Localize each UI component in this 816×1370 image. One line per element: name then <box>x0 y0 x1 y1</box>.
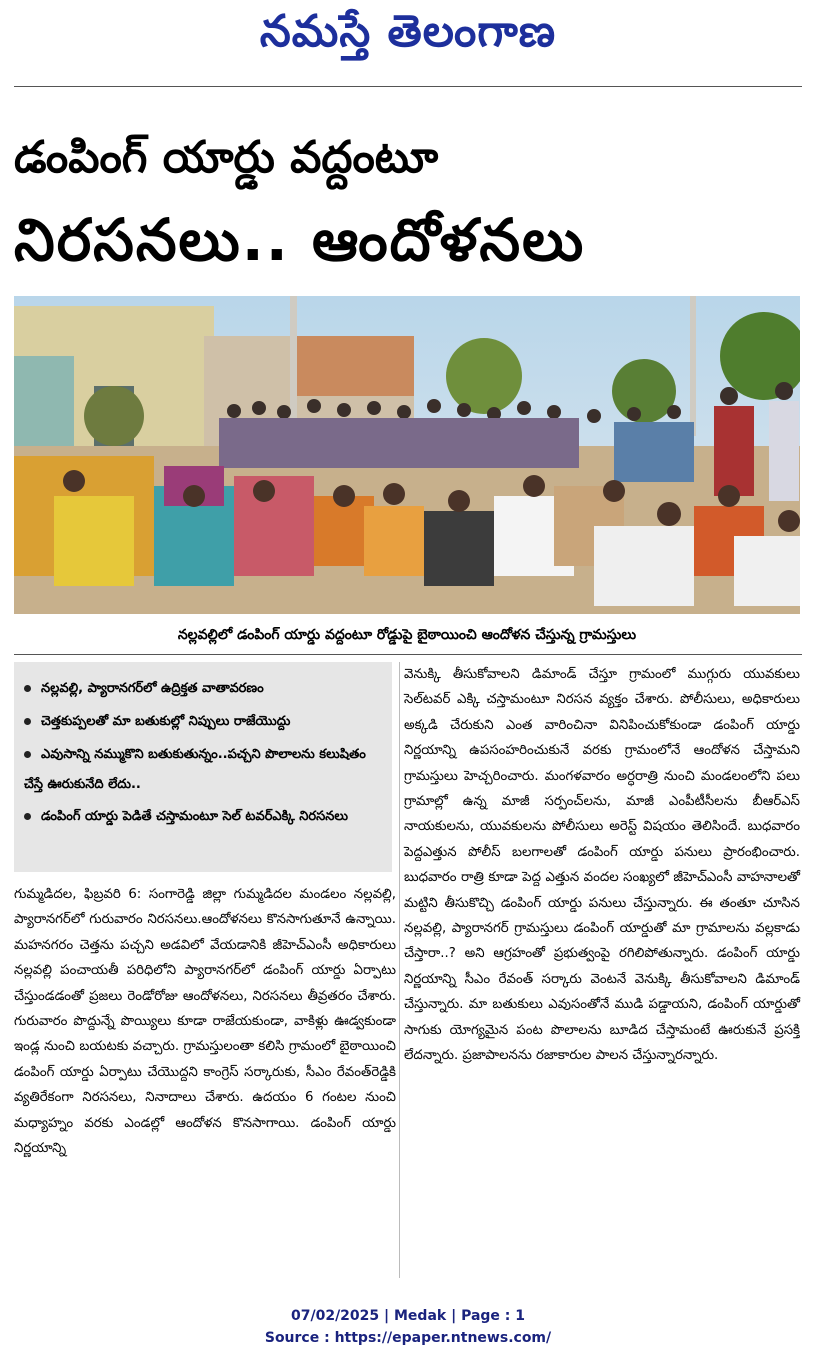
page-footer <box>0 1305 816 1349</box>
footer-source: Source : https://epaper.ntnews.com/ <box>264 1330 552 1346</box>
headline-line-2: నిరసనలు.. ఆందోళనలు <box>14 206 586 274</box>
highlight-item <box>24 740 388 800</box>
column-divider <box>399 662 400 1278</box>
masthead-title: నమస్తే తెలంగాణ <box>259 6 557 57</box>
protest-photo-illustration <box>14 296 800 614</box>
highlight-item <box>24 707 388 737</box>
caption-divider <box>14 654 802 655</box>
highlight-text: డంపింగ్ యార్డు పెడితే చస్తామంటూ సెల్ టవర్‌ఎక్కి నిరసనలు <box>41 809 349 824</box>
bullet-icon <box>24 813 31 820</box>
masthead-divider <box>14 86 802 87</box>
highlights-box <box>14 662 392 872</box>
newspaper-masthead <box>0 0 816 78</box>
article-column-right: వెనుక్కి తీసుకోవాలని డిమాండ్ చేస్తూ గ్రామంలో ముగ్గురు యువకులు సెల్‌టవర్ ఎక్కి చస్తామంటూ నిరసన వ్యక్తం చేశారు. పోలీసులు, అధికారులు అక్కడి చేరుకుని ఎంత వారించినా వినిపించుకోకుండా డంపింగ్ యార్డు నిర్ణయాన్ని ఉపసంహరించుకునే వరకు గ్రామంలోనే ఆందోళన చేస్తామని గ్రామస్తులు హెచ్చరించారు. మంగళవారం అర్ధరాత్రి నుంచి మండలంలోని పలు గ్రామాల్లో ఉన్న మాజీ సర్పంచ్‌లను, మాజీ ఎంపీటీసీలను బీఆర్ఎస్ నాయకులను, యువకులను పోలీసులు అరెస్ట్ విషయం తెలిసిందే. బుధవారం పెద్దఎత్తున పోలీస్ బలగాలతో డంపింగ్ యార్డు పనులు ప్రారంభించారు. బుధవారం రాత్రి కూడా పెద్ద ఎత్తున వందల సంఖ్యలో జీహెచ్ఎంసీ వాహనాలతో మట్టిని తీసుకొచ్చి డంపింగ్ యార్డు పనులు చేస్తున్నారు. ఈ తంతూ చూసిన నల్లవల్లి, ప్యారానగర్ గ్రామస్తులు డంపింగ్ యార్డుతో మా గ్రామాలను వల్లకాడు చేస్తారా..? అని ఆగ్రహంతో ప్రభుత్వంపై రగిలిపోతున్నారు. డంపింగ్ యార్డు నిర్ణయాన్ని సీఎం రేవంత్ సర్కారు వెంటనే వెనుక్కి తీసుకోవాలని డిమాండ్ చేస్తున్నారు. మా బతుకులు ఎవుసంతోనే ముడి పడ్డాయని, డంపింగ్ యార్డుతో సాగుకు యోగ్యమైన పంట పొలాలను బూడిద చేస్తామంటే ఊరుకునే ప్రసక్తి లేదన్నారు. ప్రజాపాలనను రజాకారుల పాలన చేస్తున్నారన్నారు. <box>404 667 800 1064</box>
bullet-icon <box>24 718 31 725</box>
footer-date-edition: 07/02/2025 | Medak | Page : 1 <box>290 1308 526 1324</box>
headline-line-1: డంపింగ్ యార్డు వద్దంటూ <box>14 132 439 183</box>
article-column-left: గుమ్మడిదల, ఫిబ్రవరి 6: సంగారెడ్డి జిల్లా గుమ్మడిదల మండలం నల్లవల్లి, ప్యారానగర్‌లో గురువారం నిరసనలు.ఆందోళనలు కొనసాగుతూనే ఉన్నాయి. మహనగరం చెత్తను పచ్చని అడవిలో వేయడానికి జీహెచ్ఎంసీ అధికారులు నల్లవల్లి పంచాయతీ పరిధిలోని ప్యారానగర్‌లో డంపింగ్ యార్డు ఏర్పాటు చేస్తుండడంతో ప్రజలు రెండోరోజు ఆందోళనలు, నిరసనలు తీవ్రతరం చేశారు. గురువారం పొద్దున్నే పొయ్యిలు కూడా రాజేయకుండా, వాకిళ్లు ఊడ్వకుండా ఇండ్ల నుంచి బయటకు వచ్చారు. గ్రామస్తులంతా కలిసి గ్రామంలో బైఠాయించి డంపింగ్ యార్డు ఏర్పాటు చేయొద్దని కాంగ్రెస్ సర్కారుకు, సీఎం రేవంత్‌రెడ్డికి వ్యతిరేకంగా నిరసనలు, నినాదాలు చేశారు. ఉదయం 6 గంటల నుంచి మధ్యాహ్నం వరకు ఎండల్లో ఆందోళన కొనసాగాయి. డంపింగ్ యార్డు నిర్ణయాన్ని <box>14 887 396 1157</box>
bullet-icon <box>24 685 31 692</box>
highlight-text: నల్లవల్లి, ప్యారానగర్‌లో ఉద్రిక్తత వాతావరణం <box>41 681 264 696</box>
bullet-icon <box>24 751 31 758</box>
highlight-item <box>24 802 388 832</box>
news-photo <box>14 296 800 614</box>
highlight-item <box>24 674 388 704</box>
highlight-text: చెత్తకుప్పలతో మా బతుకుల్లో నిప్పులు రాజేయొద్దు <box>41 714 291 729</box>
photo-caption: నల్లవల్లిలో డంపింగ్ యార్డు వద్దంటూ రోడ్డుపై బైఠాయించి ఆందోళన చేస్తున్న గ్రామస్తులు <box>177 627 637 643</box>
highlight-text: ఎవుసాన్ని నమ్ముకొని బతుకుతున్నం..పచ్చని పొలాలను కలుషితం చేస్తే ఊరుకునేది లేదు.. <box>24 747 366 792</box>
